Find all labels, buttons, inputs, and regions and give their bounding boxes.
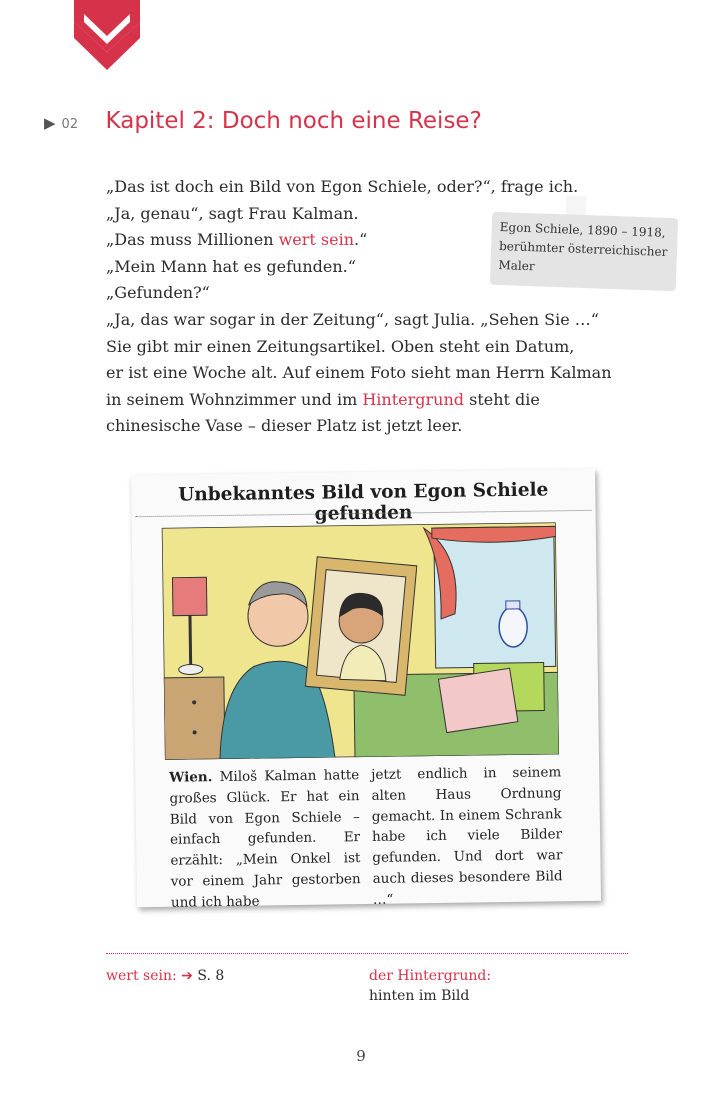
vocab-term: wert sein — [278, 230, 355, 250]
glossary-divider — [106, 953, 628, 954]
glossary-reference[interactable]: S. 8 — [192, 968, 225, 984]
note-name: Egon Schiele — [499, 220, 580, 237]
news-column-text: jetzt endlich in seinem alten Haus Ordnung gemacht. In einem Schrank habe ich viele Bilder gefunden. Und dort war auch dieses besondere Bild …“ — [371, 764, 563, 908]
glossary-term: wert sein: — [106, 968, 177, 984]
brand-chevron-logo — [72, 0, 142, 72]
newspaper-clipping — [131, 469, 601, 911]
text-line: „Mein Mann hat es gefunden.“ — [106, 256, 356, 276]
glossary-definition: hinten im Bild — [369, 988, 470, 1004]
news-city: Wien. — [169, 769, 213, 786]
glossary-entry — [106, 966, 224, 986]
text-line: „Das muss Millionen wert sein.“ — [106, 230, 368, 250]
text-line: in seinem Wohnzimmer und im Hintergrund steht die — [106, 389, 540, 409]
news-column-text: Miloš Kalman hatte großes Glück. Er hat ein Bild von Egon Schiele – einfach gefunden. Er erzählt: „Mein Onkel ist vor einem Jahr gestorben und ich habe — [169, 767, 361, 911]
glossary-entry — [369, 966, 491, 1006]
text-line: „Gefunden?“ — [106, 283, 210, 303]
news-illustration — [162, 522, 559, 759]
audio-track-number: 02 — [61, 117, 79, 132]
text-line: „Ja, das war sogar in der Zeitung“, sagt Julia. „Sehen Sie …“ — [106, 309, 599, 329]
chapter-header — [44, 108, 482, 134]
news-column — [371, 762, 563, 910]
news-column — [169, 765, 361, 913]
page-number: 9 — [356, 1047, 366, 1065]
arrow-right-icon: ➔ — [181, 968, 193, 984]
side-note — [490, 212, 678, 291]
news-headline: Unbekanntes Bild von Egon Schiele gefunden — [178, 479, 549, 525]
text-line: „Das ist doch ein Bild von Egon Schiele, oder?“, frage ich. — [106, 177, 579, 196]
vocab-term: Hintergrund — [362, 389, 465, 409]
text-line: Sie gibt mir einen Zeitungsartikel. Oben steht ein Datum, — [106, 336, 575, 356]
play-icon[interactable]: ▶ — [44, 114, 56, 132]
text-line: „Ja, genau“, sagt Frau Kalman. — [106, 203, 359, 223]
chapter-title: Kapitel 2: Doch noch eine Reise? — [105, 108, 482, 134]
text-line: er ist eine Woche alt. Auf einem Foto sieht man Herrn Kalman — [106, 363, 612, 383]
note-years: , 1890 – 1918, — [579, 222, 666, 240]
text-line: chinesische Vase – dieser Platz ist jetzt leer. — [106, 416, 463, 436]
glossary-term: der Hintergrund: — [369, 968, 492, 984]
note-description: berühmter österreichischer Maler — [498, 239, 668, 274]
